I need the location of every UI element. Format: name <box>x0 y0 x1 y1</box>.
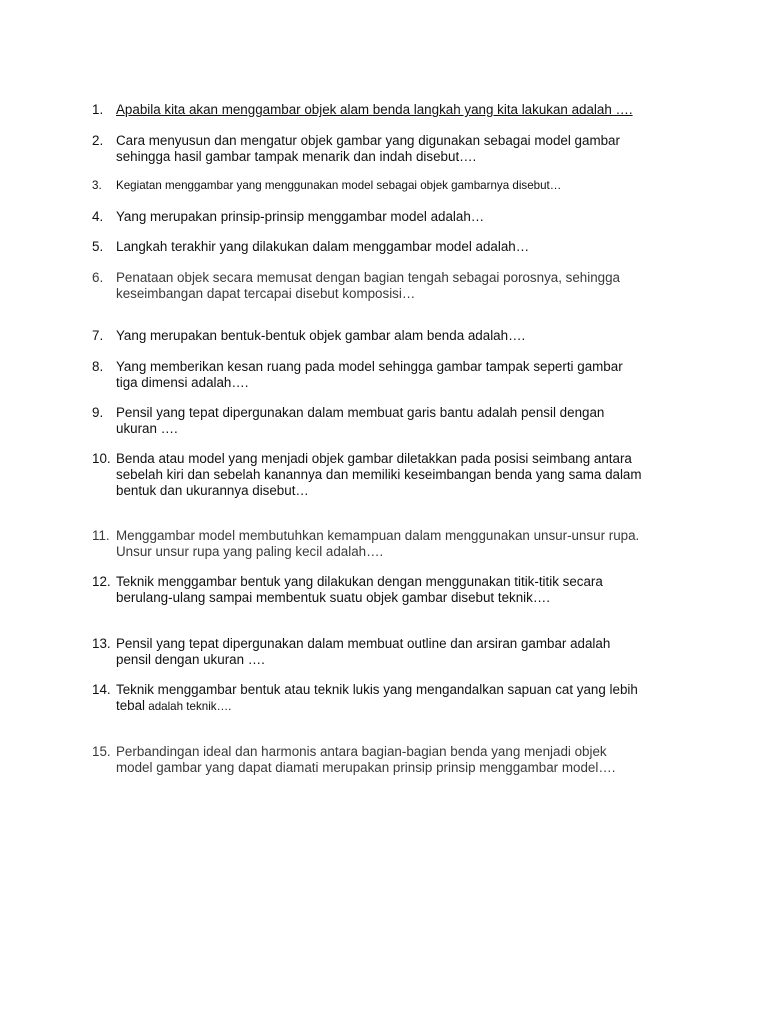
question-text-line: Teknik menggambar bentuk yang dilakukan dengan menggunakan titik-titik secara <box>116 574 603 589</box>
question-text-line: ukuran …. <box>116 421 178 436</box>
question-number: 5. <box>92 239 104 254</box>
question-text-line: Benda atau model yang menjadi objek gambar diletakkan pada posisi seimbang antara <box>116 451 632 466</box>
question-item-15 <box>92 744 692 776</box>
question-number: 3. <box>92 179 102 192</box>
question-text-line: Menggambar model membutuhkan kemampuan dalam menggunakan unsur-unsur rupa. <box>116 528 640 543</box>
question-text-line: Cara menyusun dan mengatur objek gambar yang digunakan sebagai model gambar <box>116 133 620 148</box>
question-text-line: Teknik menggambar bentuk atau teknik lukis yang mengandalkan sapuan cat yang lebih <box>116 682 638 697</box>
question-text-part: tebal <box>116 698 146 713</box>
question-text-line: bentuk dan ukurannya disebut… <box>116 483 309 498</box>
question-text-line: Perbandingan ideal dan harmonis antara bagian-bagian benda yang menjadi objek <box>116 744 607 759</box>
question-number: 12. <box>92 574 111 589</box>
question-item-13 <box>92 636 692 668</box>
question-item-3 <box>92 178 692 194</box>
question-text: Apabila kita akan menggambar objek alam benda langkah yang kita lakukan adalah …. <box>116 102 633 117</box>
question-text-line: Pensil yang tepat dipergunakan dalam membuat garis bantu adalah pensil dengan <box>116 405 605 420</box>
question-item-4 <box>92 209 692 225</box>
question-text-line: sehingga hasil gambar tampak menarik dan indah disebut…. <box>116 149 477 164</box>
question-item-6 <box>92 270 692 302</box>
question-number: 13. <box>92 636 111 651</box>
question-item-10 <box>92 451 692 499</box>
question-number: 11. <box>92 528 110 543</box>
question-number: 7. <box>92 328 104 343</box>
question-item-2 <box>92 133 692 165</box>
question-number: 10. <box>92 451 111 466</box>
question-text-part: adalah teknik…. <box>145 700 232 713</box>
question-item-1 <box>92 102 692 118</box>
question-number: 4. <box>92 209 104 224</box>
question-number: 14. <box>92 682 111 697</box>
question-text-line: Penataan objek secara memusat dengan bagian tengah sebagai porosnya, sehingga <box>116 270 621 285</box>
question-item-11 <box>92 528 692 560</box>
question-item-5 <box>92 239 692 255</box>
question-number: 2. <box>92 133 104 148</box>
question-text-line: sebelah kiri dan sebelah kanannya dan memiliki keseimbangan benda yang sama dalam <box>116 467 642 482</box>
question-text-line: tiga dimensi adalah…. <box>116 375 249 390</box>
question-number: 15. <box>92 744 111 759</box>
question-text: Yang merupakan prinsip-prinsip menggambar model adalah… <box>116 209 485 224</box>
question-text-line: model gambar yang dapat diamati merupakan prinsip prinsip menggambar model…. <box>116 760 616 775</box>
question-number: 6. <box>92 270 104 285</box>
question-text-line <box>116 698 686 715</box>
question-text-line: Yang memberikan kesan ruang pada model sehingga gambar tampak seperti gambar <box>116 359 623 374</box>
question-item-14 <box>92 682 692 715</box>
question-text-line: berulang-ulang sampai membentuk suatu objek gambar disebut teknik…. <box>116 590 550 605</box>
question-text-line: Unsur unsur rupa yang paling kecil adalah…. <box>116 544 384 559</box>
question-number: 1. <box>92 102 104 117</box>
question-text: Yang merupakan bentuk-bentuk objek gambar alam benda adalah…. <box>116 328 526 343</box>
question-text-line: Pensil yang tepat dipergunakan dalam membuat outline dan arsiran gambar adalah <box>116 636 611 651</box>
question-item-9 <box>92 405 692 437</box>
question-item-7 <box>92 328 692 344</box>
question-number: 9. <box>92 405 104 420</box>
question-item-8 <box>92 359 692 391</box>
question-text-line: keseimbangan dapat tercapai disebut komposisi… <box>116 286 416 301</box>
question-item-12 <box>92 574 692 606</box>
question-text: Langkah terakhir yang dilakukan dalam menggambar model adalah… <box>116 239 530 254</box>
question-number: 8. <box>92 359 104 374</box>
question-text: Kegiatan menggambar yang menggunakan model sebagai objek gambarnya disebut… <box>116 179 562 192</box>
question-text-line: pensil dengan ukuran …. <box>116 652 265 667</box>
